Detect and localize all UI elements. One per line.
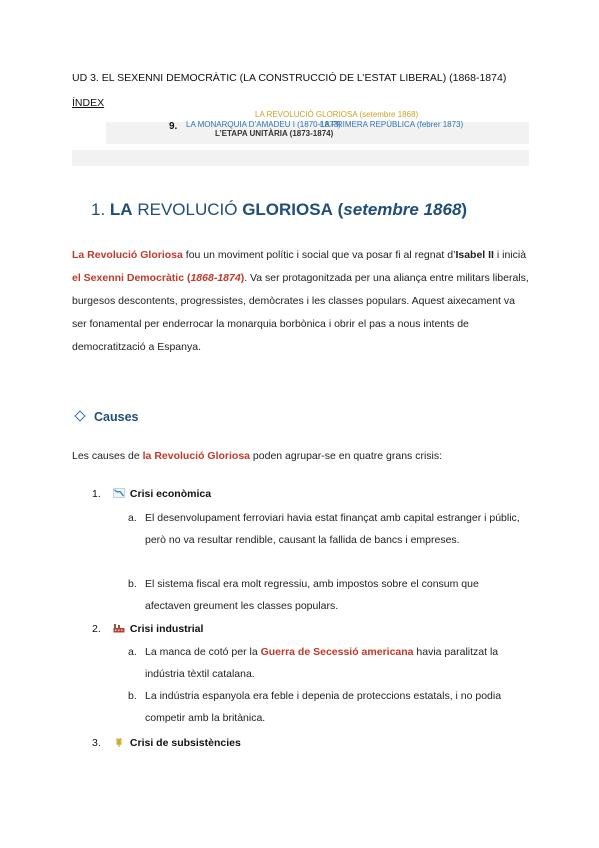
crisis-title: Crisi econòmica — [129, 488, 212, 500]
title-part: ( — [337, 200, 344, 219]
body-text: i inicià — [493, 249, 527, 261]
highlight-text: el Sexenni Democràtic ( — [72, 272, 191, 284]
crisis-item-economic — [92, 488, 211, 500]
body-text: La manca de cotó per la — [145, 646, 261, 658]
toc-entry[interactable]: L’ETAPA UNITÀRIA (1873-1874) — [215, 129, 334, 138]
crisis-title: Crisi industrial — [129, 623, 204, 635]
section-number: 1. — [91, 200, 106, 219]
table-of-contents-continuation — [72, 150, 529, 166]
title-date: setembre 1868 — [343, 200, 462, 219]
wheat-icon — [113, 737, 125, 747]
intro-paragraph — [72, 244, 532, 359]
causes-lead — [72, 450, 442, 462]
toc-entry[interactable]: LA REVOLUCIÓ GLORIOSA (setembre 1868) — [255, 110, 419, 119]
list-number: 1. — [92, 488, 101, 500]
list-item — [128, 573, 523, 617]
bold-text: Isabel II — [455, 249, 494, 261]
section-title — [91, 200, 467, 220]
document-header: UD 3. EL SEXENNI DEMOCRÀTIC (LA CONSTRUCCIÓ DE L’ESTAT LIBERAL) (1868-1874) — [72, 72, 507, 84]
toc-entry[interactable]: LA MONARQUIA D’AMADEU I (1870-1873) — [186, 120, 341, 129]
list-item-text: El desenvolupament ferroviari havia estat finançat amb capital estranger i públic, però no va resultar rendible, causant la fallida de bancs i empreses. — [145, 512, 520, 546]
toc-number: 9. — [169, 121, 178, 132]
causes-heading — [76, 410, 138, 424]
highlight-text: Guerra de Secessió americana — [260, 646, 414, 658]
list-number: 2. — [92, 623, 101, 635]
list-item-text: El sistema fiscal era molt regressiu, amb impostos sobre el consum que afectaven greument les classes populars. — [145, 578, 479, 612]
diamond-bullet-icon — [74, 410, 85, 421]
title-part: LA — [109, 200, 133, 219]
highlight-text: La Revolució Gloriosa — [72, 249, 183, 261]
highlight-text: ) — [240, 272, 245, 284]
chart-down-icon — [113, 488, 125, 498]
causes-heading-label: Causes — [94, 410, 139, 424]
list-item-text — [145, 641, 523, 685]
body-text: fou un moviment polític i social que va posar fi al regnat d’ — [182, 249, 456, 261]
title-part: GLORIOSA — [242, 200, 333, 219]
list-letter: b. — [128, 690, 137, 702]
crisis-title: Crisi de subsistències — [129, 737, 241, 749]
list-letter: a. — [128, 512, 137, 524]
body-text: havia paralitzat la indústria tèxtil catalana. — [145, 646, 499, 680]
body-text: poden agrupar-se en quatre grans crisis: — [250, 450, 443, 462]
body-text: Les causes de — [72, 450, 143, 462]
list-item-text: La indústria espanyola era feble i depenia de proteccions estatals, i no podia competir amb la britànica. — [145, 690, 502, 724]
body-text: . Va ser protagonitzada per una aliança entre militars liberals, burgesos descontents, progressistes, demòcrates i les classes populars. Aquest aixecament va ser fonamental per enderrocar la monarquia borbònica i obrir el pas a nous intents de democratització a Espanya. — [72, 272, 529, 353]
list-letter: b. — [128, 578, 137, 590]
list-item — [128, 641, 523, 685]
toc-entry[interactable]: LA PRIMERA REPÚBLICA (febrer 1873) — [320, 120, 464, 129]
list-number: 3. — [92, 737, 101, 749]
title-part: ) — [461, 200, 468, 219]
crisis-item-subsistence — [92, 737, 241, 749]
highlight-text: la Revolució Gloriosa — [142, 450, 251, 462]
factory-icon — [113, 623, 125, 633]
index-link[interactable]: ÍNDEX — [72, 97, 105, 109]
highlight-date: 1868-1874 — [190, 272, 241, 284]
title-part: REVOLUCIÓ — [137, 200, 238, 219]
list-item — [128, 507, 523, 551]
crisis-item-industrial — [92, 623, 203, 635]
list-letter: a. — [128, 646, 137, 658]
list-item — [128, 685, 523, 729]
